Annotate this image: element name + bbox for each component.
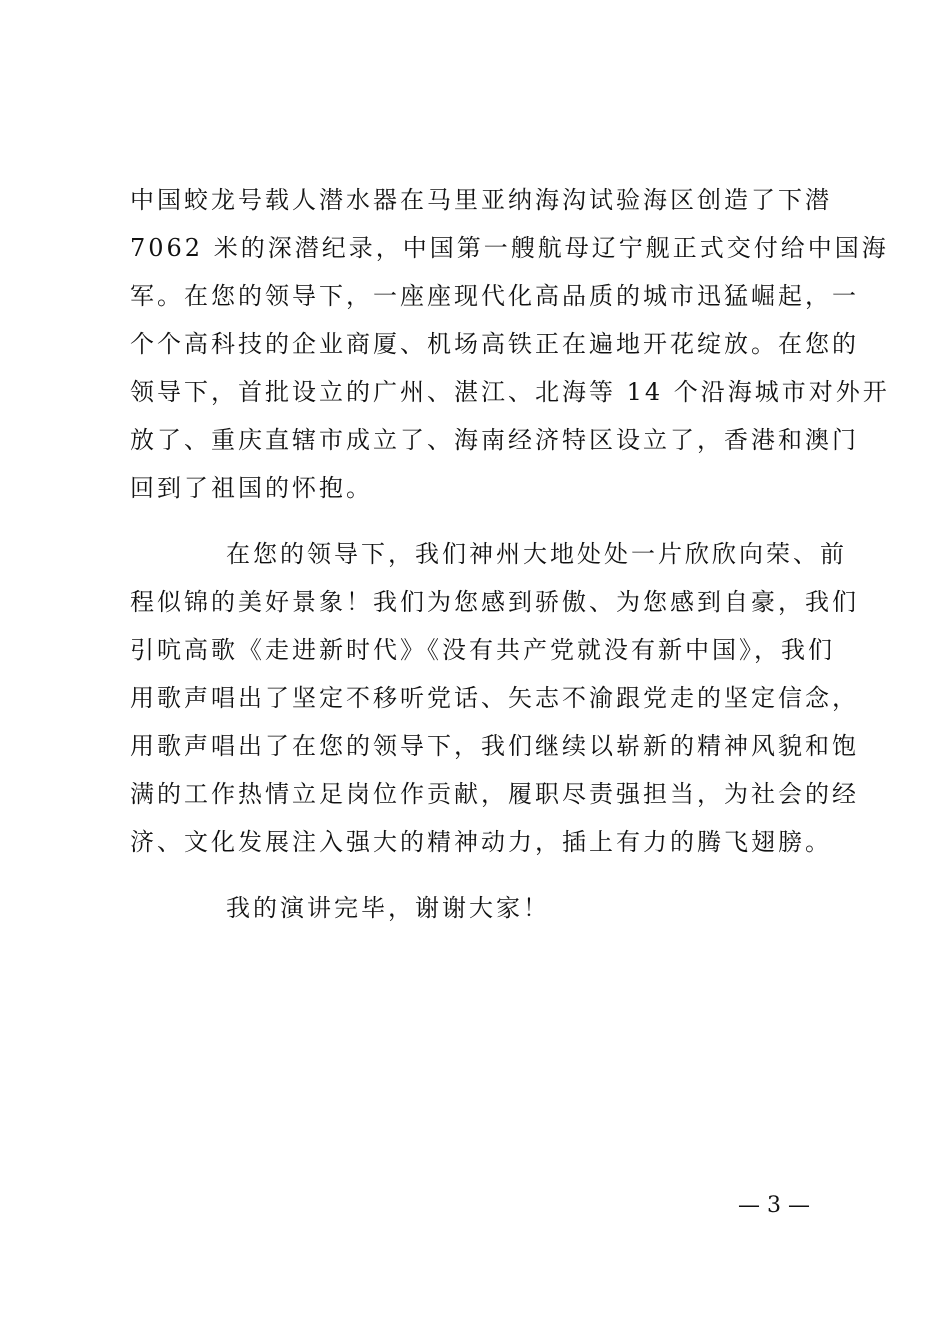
text-line: 在您的领导下，我们神州大地处处一片欣欣向荣、前 xyxy=(226,540,847,568)
text-line: 个个高科技的企业商厦、机场高铁正在遍地开花绽放。在您的 xyxy=(130,330,859,358)
text-line: 济、文化发展注入强大的精神动力，插上有力的腾飞翅膀。 xyxy=(130,828,832,856)
paragraph-spacing xyxy=(130,866,830,884)
text-line: 放了、重庆直辖市成立了、海南经济特区设立了，香港和澳门 xyxy=(130,426,859,454)
paragraph xyxy=(130,884,830,932)
text-line: 用歌声唱出了在您的领导下，我们继续以崭新的精神风貌和饱 xyxy=(130,732,859,760)
text-line: 军。在您的领导下，一座座现代化高品质的城市迅猛崛起，一 xyxy=(130,282,859,310)
paragraph-spacing xyxy=(130,512,830,530)
paragraph xyxy=(130,176,890,512)
text-line: 用歌声唱出了坚定不移听党话、矢志不渝跟党走的坚定信念， xyxy=(130,684,859,712)
text-line: 回到了祖国的怀抱。 xyxy=(130,474,373,502)
body-text xyxy=(130,176,890,932)
text-line: 7062 米的深潜纪录，中国第一艘航母辽宁舰正式交付给中国海 xyxy=(130,234,889,262)
paragraph xyxy=(130,530,859,866)
text-line: 满的工作热情立足岗位作贡献，履职尽责强担当，为社会的经 xyxy=(130,780,859,808)
text-line: 引吭高歌《走进新时代》《没有共产党就没有新中国》，我们 xyxy=(130,636,835,664)
text-line: 程似锦的美好景象！我们为您感到骄傲、为您感到自豪，我们 xyxy=(130,588,859,616)
text-line: 领导下，首批设立的广州、湛江、北海等 14 个沿海城市对外开 xyxy=(130,378,890,406)
text-line: 中国蛟龙号载人潜水器在马里亚纳海沟试验海区创造了下潜 xyxy=(130,186,832,214)
text-line: 我的演讲完毕，谢谢大家！ xyxy=(226,894,550,922)
page-number: — 3 — xyxy=(738,1193,810,1218)
